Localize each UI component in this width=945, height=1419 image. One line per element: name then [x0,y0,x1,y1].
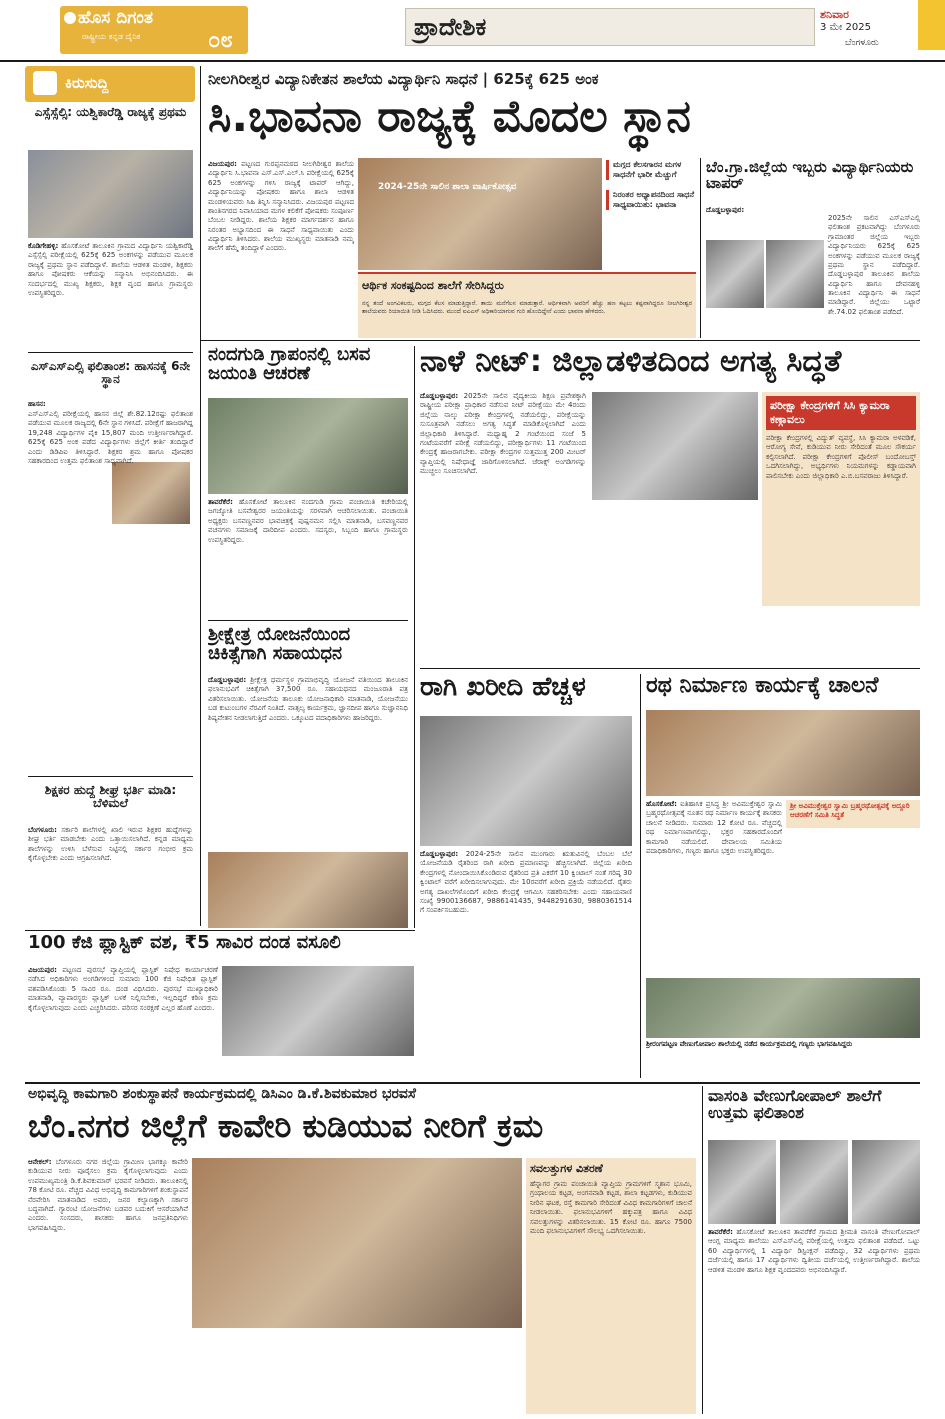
kirusuddi-banner [25,66,195,102]
kirusuddi-photo [28,150,193,238]
vasanthi-dateline: ತಾವರೆಕೆರೆ: [708,1228,733,1236]
neet-body: 2025ನೇ ಸಾಲಿನ ವೈದ್ಯಕೀಯ ಶಿಕ್ಷಣ ಪ್ರವೇಶಕ್ಕಾಗಿ ರಾಷ್ಟ್ರೀಯ ಪರೀಕ್ಷಾ ಪ್ರಾಧಿಕಾರ ನಡೆಸುವ ನೀಟ್ ಪರೀಕ್ಷೆಯು ಮೇ 4ರಂದು ಜಿಲ್ಲೆಯ ನಾಲ್ಕು ಪರೀಕ್ಷಾ ಕೇಂದ್ರಗಳಲ್ಲಿ ನಡೆಯಲಿದ್ದು, ಪರೀಕ್ಷೆಯನ್ನು ಸುಸೂತ್ರವಾಗಿ ನಡೆಸಲು ಅಗತ್ಯ ಸಿದ್ಧತೆ ಮಾಡಿಕೊಳ್ಳಲಾಗಿದೆ ಎಂದು ಜಿಲ್ಲಾಧಿಕಾರಿ ತಿಳಿಸಿದ್ದಾರೆ. ಮಧ್ಯಾಹ್ನ 2 ಗಂಟೆಯಿಂದ ಸಂಜೆ 5 ಗಂಟೆಯವರೆಗೆ ಪರೀಕ್ಷೆ ನಡೆಯಲಿದ್ದು, ಪರೀಕ್ಷಾರ್ಥಿಗಳು 11 ಗಂಟೆಯಿಂದ ಕೇಂದ್ರಕ್ಕೆ ಹಾಜರಾಗಬೇಕು. ಪರೀಕ್ಷಾ ಕೇಂದ್ರಗಳ ಸುತ್ತಮುತ್ತ 200 ಮೀಟರ್ ವ್ಯಾಪ್ತಿಯಲ್ಲಿ ನಿಷೇಧಾಜ್ಞೆ ಜಾರಿಗೊಳಿಸಲಾಗಿದೆ. ಜೆರಾಕ್ಸ್ ಅಂಗಡಿಗಳನ್ನು ಮುಚ್ಚಲು ಸೂಚಿಸಲಾಗಿದೆ. [420,392,586,475]
lead-article [208,160,354,290]
paper-name: ಹೊಸ ದಿಗಂತ [78,8,153,28]
cauvery-body-cont [192,1332,522,1414]
ratha-body: ಐತಿಹಾಸಿಕ ಪ್ರಸಿದ್ಧ ಶ್ರೀ ಅವಿಮುಕ್ತೇಶ್ವರ ಸ್ವಾಮಿ ಬ್ರಹ್ಮರಥೋತ್ಸವಕ್ಕೆ ನೂತನ ರಥ ನಿರ್ಮಾಣ ಕಾರ್ಯಕ್ಕೆ ಶಾಸಕರು ಚಾಲನೆ ನೀಡಿದರು. ಸುಮಾರು 12 ಕೋಟಿ ರೂ. ವೆಚ್ಚದಲ್ಲಿ ರಥ ನಿರ್ಮಾಣವಾಗಲಿದ್ದು, ಭಕ್ತರ ಸಹಕಾರದೊಂದಿಗೆ ಕಾಮಗಾರಿ ನಡೆಯಲಿದೆ. ದೇವಾಲಯ ಸಮಿತಿಯ ಪದಾಧಿಕಾರಿಗಳು, ಗಣ್ಯರು ಹಾಗೂ ಭಕ್ತರು ಉಪಸ್ಥಿತರಿದ್ದರು. [646,800,782,855]
rural-headline: ಬೆಂ.ಗ್ರಾ.ಜಿಲ್ಲೆಯ ಇಬ್ಬರು ವಿದ್ಯಾರ್ಥಿನಿಯರು ಟಾಪರ್ [706,160,914,192]
lead-sub-headline: ಆರ್ಥಿಕ ಸಂಕಷ್ಟದಿಂದ ಶಾಲೆಗೆ ಸೇರಿಸಿದ್ದರು [362,279,504,292]
neet-headline: ನಾಳೆ ನೀಟ್: ಜಿಲ್ಲಾಡಳಿತದಿಂದ ಅಗತ್ಯ ಸಿದ್ಧತೆ [420,346,842,379]
ratha-body-cont [786,832,920,972]
basava-dateline: ತಾವರೆಕೆರೆ: [208,498,233,506]
vasanthi-headline: ವಾಸಂತಿ ವೇಣುಗೋಪಾಲ್ ಶಾಲೆಗೆ ಉತ್ತಮ ಫಲಿತಾಂಶ [708,1088,882,1122]
photo-banner-text: 2024-25ನೇ ಸಾಲಿನ ಶಾಲಾ ವಾರ್ಷಿಕೋತ್ಸವ [378,182,517,192]
plastic-body-cont [222,1058,414,1078]
section-title: ಪ್ರಾದೇಶಿಕ [414,13,487,41]
divider [208,620,408,621]
ragi-photo [420,716,632,846]
neet-dateline: ದೊಡ್ಡಬಳ್ಳಾಪುರ: [420,392,459,400]
vasanthi-student-photo-1 [708,1140,776,1224]
lead-body: ಪಟ್ಟಣದ ಗುರಪ್ಪನಮಠದ ನೀಲಗಿರೀಶ್ವರ ಶಾಲೆಯ ವಿದ್ಯಾರ್ಥಿನಿ ಸಿ.ಭಾವನಾ ಎಸ್.ಎಸ್.ಎಲ್.ಸಿ ಪರೀಕ್ಷೆಯಲ್ಲಿ 625ಕ್ಕೆ 625 ಅಂಕಗಳನ್ನು ಗಳಿಸಿ ರಾಜ್ಯಕ್ಕೆ ಟಾಪರ್ ಆಗಿದ್ದು, ವಿದ್ಯಾರ್ಥಿನಿಯನ್ನು ಪೋಷಕರು ಹಾಗೂ ಶಾಲಾ ಆಡಳಿತ ಮಂಡಳಿಯವರು ಸಿಹಿ ತಿನ್ನಿಸಿ ಸನ್ಮಾನಿಸಿದರು. ವಿಜಯಪುರ ಪಟ್ಟಣದ ಶಾಂತಿನಗರದ ನಿವಾಸಿಯಾದ ಮಗಳ ಕಲಿಕೆಗೆ ಪೋಷಕರು ಸಂಪೂರ್ಣ ಬೆಂಬಲ ನೀಡಿದ್ದರು. ಶಾಲೆಯ ಶಿಕ್ಷಕರ ಮಾರ್ಗದರ್ಶನ ಹಾಗೂ ನಿರಂತರ ಅಭ್ಯಾಸದಿಂದ ಈ ಸಾಧನೆ ಸಾಧ್ಯವಾಯಿತು ಎಂದು ವಿದ್ಯಾರ್ಥಿನಿ ತಿಳಿಸಿದರು. ಶಾಲೆಯ ಮುಖ್ಯಸ್ಥರು ಮಾತನಾಡಿ ನಮ್ಮ ಶಾಲೆಗೆ ಹೆಮ್ಮೆ ತಂದಿದ್ದಾಳೆ ಎಂದರು. [208,160,354,253]
neet-box [762,392,920,606]
divider [28,352,193,353]
lead-dateline: ವಿಜಯಪುರ: [208,160,237,168]
column-rule [640,674,641,1078]
lead-sub-body: ನನ್ನ ತಂದೆ ಅಂಗವಿಕಲರು, ಮಗ್ಗದ ಕೆಲಸ ಮಾಡುತ್ತಿದ್ದಾರೆ. ತಾಯಿ ಮನೆಗೆಲಸ ಮಾಡುತ್ತಾರೆ. ಆರ್ಥಿಕವಾಗಿ ಅವರಿಗೆ ಹೆಚ್ಚು ಹಣ ಕಟ್ಟಲು ಕಷ್ಟವಾಗಿದ್ದರೂ ನೀಲಗಿರೀಶ್ವರ ಶಾಲೆಯವರು ರಿಯಾಯಿತಿ ನೀಡಿ ಓದಿಸಿದರು. ಮುಂದೆ ಐಎಎಸ್ ಅಧಿಕಾರಿಯಾಗುವ ಗುರಿ ಹೊಂದಿದ್ದೇನೆ ಎಂದು ಭಾವನಾ ಹೇಳಿದರು. [358,298,696,338]
divider [200,340,920,341]
ratha-box-label: ಶ್ರೀ ಅವಿಮುಕ್ತೇಶ್ವರ ಸ್ವಾಮಿ ಬ್ರಹ್ಮರಥೋತ್ಸವಕ್ಕೆ ಅದ್ದೂರಿ ಆಚರಣೆಗೆ ಸಮಿತಿ ಸಿದ್ಧತೆ [786,800,920,828]
basava-article [208,498,408,620]
basava-photo [208,398,408,494]
neet-box-body: ಪರೀಕ್ಷಾ ಕೇಂದ್ರಗಳಲ್ಲಿ ವಿದ್ಯುತ್ ವ್ಯವಸ್ಥೆ, ಸಿಸಿ ಕ್ಯಾಮರಾ ಅಳವಡಿಕೆ, ಆರೋಗ್ಯ ಸೇವೆ, ಕುಡಿಯುವ ನೀರು ಸೇರಿದಂತೆ ಮೂಲ ಸೌಕರ್ಯ ಕಲ್ಪಿಸಲಾಗಿದೆ. ಪರೀಕ್ಷಾ ಕೇಂದ್ರಗಳಿಗೆ ಪೊಲೀಸ್ ಬಂದೋಬಸ್ತ್ ಒದಗಿಸಲಾಗಿದ್ದು, ಅಭ್ಯರ್ಥಿಗಳು ನಿಯಮಗಳನ್ನು ಕಡ್ಡಾಯವಾಗಿ ಪಾಲಿಸಬೇಕು ಎಂದು ಜಿಲ್ಲಾಧಿಕಾರಿ ಎ.ಬಿ.ಬಸವರಾಜು ತಿಳಿಸಿದ್ದಾರೆ. [766,434,916,480]
plastic-photo [222,966,414,1056]
cauvery-kicker: ಅಭಿವೃದ್ಧಿ ಕಾಮಗಾರಿ ಶಂಕುಸ್ಥಾಪನೆ ಕಾರ್ಯಕ್ರಮದಲ್ಲಿ ಡಿಸಿಎಂ ಡಿ.ಕೆ.ಶಿವಕುಮಾರ ಭರವಸೆ [28,1086,416,1102]
cauvery-article [28,1158,188,1414]
ragi-headline: ರಾಗಿ ಖರೀದಿ ಹೆಚ್ಚಳ [420,674,586,702]
lead-quote-2: ನಿರಂತರ ಅಧ್ಯಾಪನದಿಂದ ಸಾಧನೆ ಸಾಧ್ಯವಾಯಿತು: ಭಾವನಾ [606,190,696,210]
teacher-body: ಸರ್ಕಾರಿ ಶಾಲೆಗಳಲ್ಲಿ ಖಾಲಿ ಇರುವ ಶಿಕ್ಷಕರ ಹುದ್ದೆಗಳನ್ನು ಶೀಘ್ರ ಭರ್ತಿ ಮಾಡಬೇಕು ಎಂದು ಒತ್ತಾಯಿಸಲಾಗಿದೆ. ಕನ್ನಡ ಮಾಧ್ಯಮ ಶಾಲೆಗಳನ್ನು ಉಳಿಸಿ ಬೆಳೆಸುವ ನಿಟ್ಟಿನಲ್ಲಿ ಸರ್ಕಾರ ಗಂಭೀರ ಕ್ರಮ ಕೈಗೊಳ್ಳಬೇಕು ಎಂದು ಆಗ್ರಹಿಸಲಾಗಿದೆ. [28,826,193,863]
neet-photo [592,392,758,500]
divider [25,930,415,931]
vasanthi-student-photo-2 [780,1140,848,1224]
lead-kicker: ನೀಲಗಿರೀಶ್ವರ ವಿದ್ಯಾನಿಕೇತನ ಶಾಲೆಯ ವಿದ್ಯಾರ್ಥಿನಿ ಸಾಧನೆ | 625ಕ್ಕೆ 625 ಅಂಕ [208,70,599,88]
neet-article [420,392,586,662]
ragi-article [420,850,632,1078]
lead-photo [358,158,602,270]
cauvery-box [526,1158,696,1414]
kirusuddi-label: ಕಿರುಸುದ್ದಿ [65,74,109,92]
vasanthi-article [708,1228,920,1414]
plastic-dateline: ವಿಜಯಪುರ: [28,966,57,974]
column-rule [200,66,201,926]
dharmasthala-photo [208,852,408,928]
hassan-headline: ಎಸ್ಎಸ್ಎಲ್ಸಿ ಫಲಿತಾಂಶ: ಹಾಸನಕ್ಕೆ 6ನೇ ಸ್ಥಾನ [30,360,191,386]
divider [28,776,193,777]
cauvery-headline: ಬೆಂ.ನಗರ ಜಿಲ್ಲೆಗೆ ಕಾವೇರಿ ಕುಡಿಯುವ ನೀರಿಗೆ ಕ್ರಮ [28,1110,544,1145]
ratha-caption: ಶ್ರೀರಂಗಪಟ್ಟಣ ವೇಣುಗೋಪಾಲ ಶಾಲೆಯಲ್ಲಿ ನಡೆದ ಕಾರ್ಯಕ್ರಮದಲ್ಲಿ ಗಣ್ಯರು ಭಾಗವಹಿಸಿದ್ದರು [646,1040,853,1048]
date-day: ಶನಿವಾರ [820,8,849,21]
plastic-article [28,966,218,1078]
kirusuddi-body: ಹೊಸಕೋಟೆ ತಾಲೂಕಿನ ಗ್ರಾಮದ ವಿದ್ಯಾರ್ಥಿನಿ ಯಶ್ವಿಕಾರೆಡ್ಡಿ ಎಸ್ಸೆಸ್ಸೆಲ್ಸಿ ಪರೀಕ್ಷೆಯಲ್ಲಿ 625ಕ್ಕೆ 625 ಅಂಕಗಳನ್ನು ಪಡೆಯುವ ಮೂಲಕ ರಾಜ್ಯಕ್ಕೆ ಪ್ರಥಮ ಸ್ಥಾನ ಪಡೆದಿದ್ದಾಳೆ. ಶಾಲೆಯ ಆಡಳಿತ ಮಂಡಳಿ, ಶಿಕ್ಷಕರು ಹಾಗೂ ಪೋಷಕರು ಆಕೆಯನ್ನು ಸನ್ಮಾನಿಸಿ ಅಭಿನಂದಿಸಿದರು. ಈ ಸಂದರ್ಭದಲ್ಲಿ ಮುಖ್ಯ ಶಿಕ್ಷಕರು, ಶಿಕ್ಷಕ ವೃಂದ ಹಾಗೂ ಗ್ರಾಮಸ್ಥರು ಉಪಸ್ಥಿತರಿದ್ದರು. [28,242,193,297]
ratha-article [646,800,782,972]
registration-strip [918,0,945,50]
neet-box-title: ಪರೀಕ್ಷಾ ಕೇಂದ್ರಗಳಿಗೆ ಸಿಸಿ ಕ್ಯಾಮರಾ ಕಣ್ಗಾವಲು [766,396,916,430]
teacher-headline: ಶಿಕ್ಷಕರ ಹುದ್ದೆ ಶೀಘ್ರ ಭರ್ತಿ ಮಾಡಿ: ಬೆಳಿಮಲೆ [44,784,177,810]
vasanthi-student-photo-3 [852,1140,920,1224]
column-rule [700,158,701,338]
cauvery-box-title: ಸವಲತ್ತುಗಳ ವಿತರಣೆ [530,1162,603,1175]
rural-dateline: ದೊಡ್ಡಬಳ್ಳಾಪುರ: [706,206,745,214]
hassan-body: ಎಸ್ಎಸ್ಎಲ್ಸಿ ಪರೀಕ್ಷೆಯಲ್ಲಿ ಹಾಸನ ಜಿಲ್ಲೆ ಶೇ.82.12ರಷ್ಟು ಫಲಿತಾಂಶ ಪಡೆಯುವ ಮೂಲಕ ರಾಜ್ಯದಲ್ಲಿ 6ನೇ ಸ್ಥಾನ ಗಳಿಸಿದೆ. ಪರೀಕ್ಷೆಗೆ ಹಾಜರಾಗಿದ್ದ 19,248 ವಿದ್ಯಾರ್ಥಿಗಳ ಪೈಕಿ 15,807 ಮಂದಿ ಉತ್ತೀರ್ಣರಾಗಿದ್ದಾರೆ. 625ಕ್ಕೆ 625 ಅಂಕ ಪಡೆದ ವಿದ್ಯಾರ್ಥಿಗಳು ಜಿಲ್ಲೆಗೆ ಕೀರ್ತಿ ತಂದಿದ್ದಾರೆ ಎಂದು ಡಿಡಿಪಿಐ ತಿಳಿಸಿದ್ದಾರೆ. ಶಿಕ್ಷಕರ ಶ್ರಮ ಹಾಗೂ ಪೋಷಕರ ಸಹಕಾರದಿಂದ ಉತ್ತಮ ಫಲಿತಾಂಶ ಸಾಧ್ಯವಾಗಿದೆ. [28,410,193,465]
sun-icon [64,12,76,24]
page-number: ೦೮ [208,28,233,53]
plastic-headline: 100 ಕೆಜಿ ಪ್ಲಾಸ್ಟಿಕ್ ವಶ, ₹5 ಸಾವಿರ ದಂಡ ವಸೂಲಿ [28,934,341,953]
vasanthi-body: ಹೊಸಕೋಟೆ ತಾಲೂಕಿನ ತಾವರೆಕೆರೆ ಗ್ರಾಮದ ಶ್ರೀಮತಿ ವಾಸಂತಿ ವೇಣುಗೋಪಾಲ್ ಆಂಗ್ಲ ಮಾಧ್ಯಮ ಶಾಲೆಯು ಎಸ್ಎಸ್ಎಲ್ಸಿ ಪರೀಕ್ಷೆಯಲ್ಲಿ ಉತ್ತಮ ಫಲಿತಾಂಶ ಪಡೆದಿದೆ. ಒಟ್ಟು 60 ವಿದ್ಯಾರ್ಥಿಗಳಲ್ಲಿ 1 ವಿದ್ಯಾರ್ಥಿ ಡಿಸ್ಟಿಂಕ್ಷನ್ ಪಡೆದಿದ್ದು, 32 ವಿದ್ಯಾರ್ಥಿಗಳು ಪ್ರಥಮ ದರ್ಜೆಯಲ್ಲಿ ಹಾಗೂ 17 ವಿದ್ಯಾರ್ಥಿಗಳು ದ್ವಿತೀಯ ದರ್ಜೆಯಲ್ಲಿ ಉತ್ತೀರ್ಣರಾಗಿದ್ದಾರೆ. ಶಾಲೆಯ ಆಡಳಿತ ಮಂಡಳಿ ಹಾಗೂ ಶಿಕ್ಷಕ ವೃಂದದವರು ಅಭಿನಂದಿಸಿದ್ದಾರೆ. [708,1228,920,1274]
lead-body-cont [208,292,354,338]
cauvery-photo [192,1158,522,1328]
hassan-dateline: ಹಾಸನ: [28,400,46,408]
kirusuddi-dateline: ಕೊಡಿಗೇಹಳ್ಳಿ: [28,242,59,250]
teacher-dateline: ಬೆಂಗಳೂರು: [28,826,57,834]
masthead [0,0,945,62]
ragi-body: 2024-25ನೇ ಸಾಲಿನ ಮುಂಗಾರು ಋತುವಿನಲ್ಲಿ ಬೆಂಬಲ ಬೆಲೆ ಯೋಜನೆಯಡಿ ರೈತರಿಂದ ರಾಗಿ ಖರೀದಿ ಪ್ರಮಾಣವನ್ನು ಹೆಚ್ಚಿಸಲಾಗಿದೆ. ಜಿಲ್ಲೆಯ ಖರೀದಿ ಕೇಂದ್ರಗಳಲ್ಲಿ ನೋಂದಾಯಿಸಿಕೊಂಡಿರುವ ರೈತರಿಂದ ಪ್ರತಿ ಎಕರೆಗೆ 10 ಕ್ವಿಂಟಾಲ್ ನಂತೆ ಗರಿಷ್ಠ 30 ಕ್ವಿಂಟಾಲ್ ವರೆಗೆ ಖರೀದಿಸಲಾಗುವುದು. ಮೇ 10ರವರೆಗೆ ಖರೀದಿ ಪ್ರಕ್ರಿಯೆ ನಡೆಯಲಿದೆ. ರೈತರು ಅಗತ್ಯ ದಾಖಲೆಗಳೊಂದಿಗೆ ಖರೀದಿ ಕೇಂದ್ರಕ್ಕೆ ಆಗಮಿಸಿ ಸಹಕರಿಸಬೇಕು ಎಂದು ಸಹಾಯವಾಣಿ ಸಂಖ್ಯೆ 9900136687, 9886141435, 9448291630, 9880361514 ಗೆ ಸಂಪರ್ಕಿಸಬಹುದು. [420,850,632,915]
date-city: ಬೆಂಗಳೂರು [845,38,879,48]
ratha-photo [646,710,920,796]
dharmasthala-dateline: ದೊಡ್ಡಬಳ್ಳಾಪುರ: [208,676,247,684]
lead-quotes [606,160,696,290]
lead-quote-1: ಮಗ್ಗದ ಕೆಲಸಗಾರನ ಮಗಳ ಸಾಧನೆಗೆ ಭಾರೀ ಮೆಚ್ಚುಗೆ [606,160,696,180]
paper-tagline: ರಾಷ್ಟ್ರೀಯ ಕನ್ನಡ ದೈನಿಕ [82,32,141,41]
basava-body: ಹೊಸಕೋಟೆ ತಾಲೂಕಿನ ನಂದಗುಡಿ ಗ್ರಾಮ ಪಂಚಾಯಿತಿ ಕಚೇರಿಯಲ್ಲಿ ಜಗಜ್ಯೋತಿ ಬಸವೇಶ್ವರರ ಜಯಂತಿಯನ್ನು ಸರಳವಾಗಿ ಆಚರಿಸಲಾಯಿತು. ಪಂಚಾಯಿತಿ ಅಧ್ಯಕ್ಷರು ಬಸವಣ್ಣನವರ ಭಾವಚಿತ್ರಕ್ಕೆ ಪುಷ್ಪನಮನ ಸಲ್ಲಿಸಿ ಮಾತನಾಡಿ, ಬಸವಣ್ಣನವರ ವಚನಗಳು ಸಮಾಜಕ್ಕೆ ದಾರಿದೀಪ ಎಂದರು. ಸದಸ್ಯರು, ಸಿಬ್ಬಂದಿ ಹಾಗೂ ಗ್ರಾಮಸ್ಥರು ಉಪಸ್ಥಿತರಿದ್ದರು. [208,498,408,544]
date-full: 3 ಮೇ 2025 [820,22,871,33]
ratha-headline: ರಥ ನಿರ್ಮಾಣ ಕಾರ್ಯಕ್ಕೆ ಚಾಲನೆ [646,674,879,698]
cauvery-box-body: ಹೆನ್ನಾಗರ ಗ್ರಾಮ ಪಂಚಾಯಿತಿ ವ್ಯಾಪ್ತಿಯ ಗ್ರಾಮಗಳಿಗೆ ಸ್ಮಶಾನ ಭೂಮಿ, ಗ್ರಂಥಾಲಯ ಕಟ್ಟಡ, ಅಂಗನವಾಡಿ ಕಟ್ಟಡ, ಶಾಲಾ ಕಟ್ಟಡಗಳು, ಕುಡಿಯುವ ನೀರಿನ ಘಟಕ, ರಸ್ತೆ ಕಾಮಗಾರಿ ಸೇರಿದಂತೆ ವಿವಿಧ ಕಾಮಗಾರಿಗಳಿಗೆ ಚಾಲನೆ ನೀಡಲಾಯಿತು. ಫಲಾನುಭವಿಗಳಿಗೆ ಹಕ್ಕುಪತ್ರ ಹಾಗೂ ವಿವಿಧ ಸವಲತ್ತುಗಳನ್ನು ವಿತರಿಸಲಾಯಿತು. 15 ಕೋಟಿ ರೂ. ಹಾಗೂ 7500 ಮಂದಿ ಫಲಾನುಭವಿಗಳಿಗೆ ಸೌಲಭ್ಯ ಒದಗಿಸಲಾಯಿತು. [530,1180,692,1235]
column-rule [702,1086,703,1414]
divider [420,668,920,669]
kirusuddi-headline: ಎಸ್ಸೆಸ್ಸೆಲ್ಸಿ: ಯಶ್ವಿಕಾರೆಡ್ಡಿ ರಾಜ್ಯಕ್ಕೆ ಪ್ರಥಮ [34,106,187,119]
cauvery-body: ಬೆಂಗಳೂರು ನಗರ ಜಿಲ್ಲೆಯ ಗ್ರಾಮೀಣ ಭಾಗಕ್ಕೂ ಕಾವೇರಿ ಕುಡಿಯುವ ನೀರು ಪೂರೈಸಲು ಕ್ರಮ ಕೈಗೊಳ್ಳಲಾಗುವುದು ಎಂದು ಉಪಮುಖ್ಯಮಂತ್ರಿ ಡಿ.ಕೆ.ಶಿವಕುಮಾರ್ ಭರವಸೆ ನೀಡಿದರು. ತಾಲೂಕಿನಲ್ಲಿ 78 ಕೋಟಿ ರೂ. ವೆಚ್ಚದ ವಿವಿಧ ಅಭಿವೃದ್ಧಿ ಕಾಮಗಾರಿಗಳಿಗೆ ಶಂಕುಸ್ಥಾಪನೆ ನೆರವೇರಿಸಿ ಮಾತನಾಡಿದ ಅವರು, ಜನರ ಕಲ್ಯಾಣಕ್ಕಾಗಿ ಸರ್ಕಾರ ಬದ್ಧವಾಗಿದೆ. ಗ್ಯಾರಂಟಿ ಯೋಜನೆಗಳು ಬಡವರ ಬದುಕಿಗೆ ಆಸರೆಯಾಗಿವೆ ಎಂದರು. ಸಂಸದರು, ಶಾಸಕರು ಹಾಗೂ ಜನಪ್ರತಿನಿಧಿಗಳು ಭಾಗವಹಿಸಿದ್ದರು. [28,1158,188,1232]
cauvery-dateline: ಆನೇಕಲ್: [28,1158,52,1166]
kirusuddi-article [28,242,193,348]
lead-headline: ಸಿ.ಭಾವನಾ ರಾಜ್ಯಕ್ಕೆ ಮೊದಲ ಸ್ಥಾನ [208,94,691,142]
section-banner [405,8,815,46]
column-rule [414,346,415,928]
ratha-dateline: ಹೊಸಕೋಟೆ: [646,800,677,808]
ragi-dateline: ದೊಡ್ಡಬಳ್ಳಾಪುರ: [420,850,459,858]
lead-sub-headline-box [358,272,696,298]
plastic-body: ಪಟ್ಟಣದ ಪುರಸಭೆ ವ್ಯಾಪ್ತಿಯಲ್ಲಿ ಪ್ಲಾಸ್ಟಿಕ್ ನಿಷೇಧ ಕಾರ್ಯಾಚರಣೆ ನಡೆಸಿದ ಅಧಿಕಾರಿಗಳು ಅಂಗಡಿಗಳಿಂದ ಸುಮಾರು 100 ಕೆಜಿ ನಿಷೇಧಿತ ಪ್ಲಾಸ್ಟಿಕ್ ವಶಪಡಿಸಿಕೊಂಡು 5 ಸಾವಿರ ರೂ. ದಂಡ ವಿಧಿಸಿದರು. ಪುರಸಭೆ ಮುಖ್ಯಾಧಿಕಾರಿ ಮಾತನಾಡಿ, ವ್ಯಾಪಾರಸ್ಥರು ಪ್ಲಾಸ್ಟಿಕ್ ಬಳಕೆ ನಿಲ್ಲಿಸಬೇಕು, ಇಲ್ಲದಿದ್ದರೆ ಕಠಿಣ ಕ್ರಮ ಕೈಗೊಳ್ಳಲಾಗುವುದು ಎಂದು ಎಚ್ಚರಿಸಿದರು. ಪರಿಸರ ಸಂರಕ್ಷಣೆ ಎಲ್ಲರ ಹೊಣೆ ಎಂದರು. [28,966,218,1012]
newspaper-logo [60,6,248,54]
neet-body-cont [592,504,758,662]
dharmasthala-body: ಶ್ರೀಕ್ಷೇತ್ರ ಧರ್ಮಸ್ಥಳ ಗ್ರಾಮಾಭಿವೃದ್ಧಿ ಯೋಜನೆ ವತಿಯಿಂದ ತಾಲೂಕಿನ ಫಲಾನುಭವಿಗೆ ಚಿಕಿತ್ಸೆಗಾಗಿ 37,500 ರೂ. ಸಹಾಯಧನದ ಮಂಜೂರಾತಿ ಪತ್ರ ವಿತರಿಸಲಾಯಿತು. ಯೋಜನೆಯ ತಾಲೂಕು ಯೋಜನಾಧಿಕಾರಿ ಮಾತನಾಡಿ, ಯೋಜನೆಯು ಬಡ ಕುಟುಂಬಗಳ ನೆರವಿಗೆ ನಿಂತಿದೆ. ವಾತ್ಸಲ್ಯ ಕಾರ್ಯಕ್ರಮ, ಜ್ಞಾನದೀಪ ಹಾಗೂ ಸುಜ್ಞಾನನಿಧಿ ಶಿಷ್ಯವೇತನ ನೀಡಲಾಗುತ್ತಿದೆ ಎಂದರು. ಒಕ್ಕೂಟದ ಪದಾಧಿಕಾರಿಗಳು ಹಾಜರಿದ್ದರು. [208,676,408,722]
dharmasthala-headline: ಶ್ರೀಕ್ಷೇತ್ರ ಯೋಜನೆಯಿಂದ ಚಿಕಿತ್ಸೆಗಾಗಿ ಸಹಾಯಧನ [208,626,351,664]
ratha-group-photo [646,978,920,1038]
rural-body: 2025ನೇ ಸಾಲಿನ ಎಸ್ಎಸ್ಎಲ್ಸಿ ಫಲಿತಾಂಶ ಪ್ರಕಟವಾಗಿದ್ದು ಬೆಂಗಳೂರು ಗ್ರಾಮಾಂತರ ಜಿಲ್ಲೆಯ ಇಬ್ಬರು ವಿದ್ಯಾರ್ಥಿನಿಯರು 625ಕ್ಕೆ 625 ಅಂಕಗಳನ್ನು ಪಡೆಯುವ ಮೂಲಕ ರಾಜ್ಯಕ್ಕೆ ಪ್ರಥಮ ಸ್ಥಾನ ಪಡೆದಿದ್ದಾರೆ. ದೊಡ್ಡಬಳ್ಳಾಪುರ ತಾಲೂಕಿನ ಶಾಲೆಯ ವಿದ್ಯಾರ್ಥಿನಿ ಹಾಗೂ ದೇವನಹಳ್ಳಿ ತಾಲೂಕಿನ ವಿದ್ಯಾರ್ಥಿನಿ ಈ ಸಾಧನೆ ಮಾಡಿದ್ದಾರೆ. ಜಿಲ್ಲೆಯು ಒಟ್ಟಾರೆ ಶೇ.74.02 ಫಲಿತಾಂಶ ಪಡೆದಿದೆ. [828,214,920,316]
basava-headline: ನಂದಗುಡಿ ಗ್ರಾಪಂನಲ್ಲಿ ಬಸವ ಜಯಂತಿ ಆಚರಣೆ [208,346,371,384]
hand-icon [33,71,57,95]
teacher-article [28,826,193,926]
divider [25,1082,920,1084]
dharmasthala-article [208,676,408,850]
